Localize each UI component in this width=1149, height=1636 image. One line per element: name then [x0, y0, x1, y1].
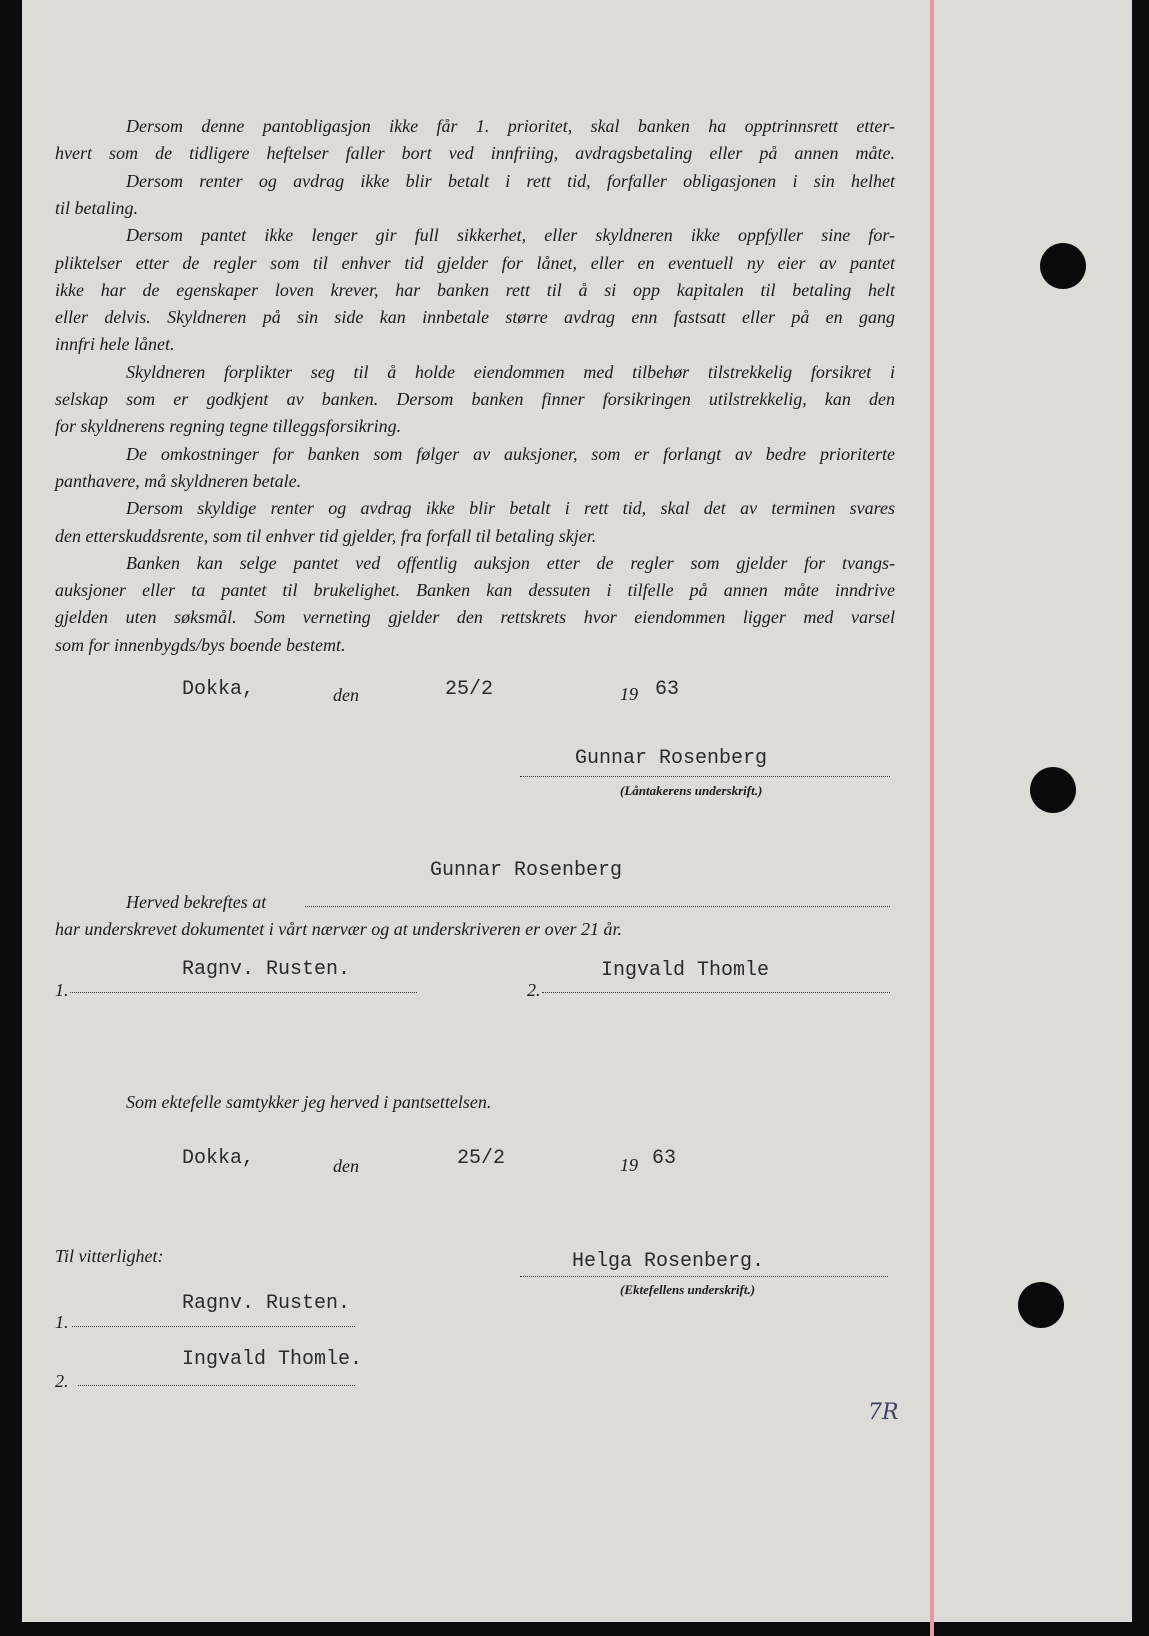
body-line: eller delvis. Skyldneren på sin side kan innbetale større avdrag enn fastsatt eller på en gang [55, 307, 895, 328]
body-line: Dersom denne pantobligasjon ikke får 1. prioritet, skal banken ha opptrinnsrett etter- [126, 116, 895, 136]
spouse-den-label: den [333, 1156, 359, 1176]
spouse-witness-1-line [72, 1326, 355, 1327]
spouse-signature: Helga Rosenberg. [572, 1250, 765, 1273]
spouse-witness-2-line [78, 1385, 355, 1386]
body-line: ikke har de egenskaper loven krever, har banken rett til å si opp kapitalen til betaling helt [55, 279, 895, 300]
body-line: Skyldneren forplikter seg til å holde eiendommen med tilbehør tilstrekkelig forsikret i [126, 361, 895, 382]
body-line: pliktelser etter de regler som til enhver tid gjelder for lånet, eller en eventuell ny eier av pantet [55, 252, 895, 273]
body-line: den etterskuddsrente, som til enhver tid gjelder, fra forfall til betaling skjer. [55, 525, 597, 546]
spouse-signature-line [520, 1276, 888, 1277]
witness-2: Ingvald Thomle [601, 959, 770, 982]
body-line: som for innenbygds/bys boende bestemt. [55, 634, 346, 655]
den-label: den [333, 685, 359, 705]
punch-hole [1040, 243, 1086, 289]
spouse-witness-1-number: 1. [55, 1312, 69, 1332]
margin-line [930, 0, 934, 1636]
body-line: selskap som er godkjent av banken. Dersom banken finner forsikringen utilstrekkelig, kan den [55, 389, 895, 409]
spouse-witness-1: Ragnv. Rusten. [182, 1292, 351, 1315]
witness-2-line [542, 992, 890, 993]
body-line: De omkostninger for banken som følger av auksjoner, som er forlangt av bedre prioriterte [126, 443, 895, 464]
punch-hole [1018, 1282, 1064, 1328]
body-line: hvert som de tidligere heftelser faller bort ved innfriing, avdragsbetaling eller på annen måte. [55, 143, 895, 164]
signature-line [520, 776, 890, 777]
witness-1: Ragnv. Rusten. [182, 958, 351, 981]
attestation-line [305, 906, 890, 907]
spouse-place: Dokka, [182, 1147, 255, 1170]
handwritten-note: 7R [868, 1400, 899, 1425]
witness-1-line [70, 992, 417, 993]
body-line: for skyldnerens regning tegne tilleggsforsikring. [55, 416, 402, 437]
attestation-lead: Herved bekreftes at [126, 892, 267, 912]
spouse-witness-2: Ingvald Thomle. [182, 1348, 363, 1371]
body-line: gjelden uten søksmål. Som verneting gjelder den rettskrets hvor eiendommen ligger med varsel [55, 607, 895, 628]
body-line: Dersom renter og avdrag ikke blir betalt i rett tid, forfaller obligasjonen i sin helhet [126, 170, 895, 191]
spouse-witness-2-number: 2. [55, 1371, 69, 1391]
body-line: Dersom skyldige renter og avdrag ikke blir betalt i rett tid, skal det av terminen svares [126, 498, 895, 519]
spouse-century-label: 19 [620, 1155, 638, 1175]
place: Dokka, [182, 678, 255, 701]
borrower-signature: Gunnar Rosenberg [575, 747, 768, 770]
body-line: innfri hele lånet. [55, 334, 175, 355]
witness-label: Til vitterlighet: [55, 1246, 164, 1266]
spouse-year: 63 [652, 1147, 677, 1170]
body-line: panthavere, må skyldneren betale. [55, 470, 302, 491]
body-line: til betaling. [55, 197, 138, 218]
witness-1-number: 1. [55, 980, 69, 1000]
century-label: 19 [620, 684, 638, 704]
spouse-signature-caption: (Ektefellens underskrift.) [620, 1282, 756, 1297]
witness-2-number: 2. [527, 980, 541, 1000]
body-line: Dersom pantet ikke lenger gir full sikkerhet, eller skyldneren ikke oppfyller sine for- [126, 225, 895, 246]
punch-hole [1030, 767, 1076, 813]
body-line: auksjoner eller ta pantet til brukelighet. Banken kan dessuten i tilfelle på annen måte inndrive [55, 580, 895, 601]
spouse-date: 25/2 [457, 1147, 506, 1170]
date: 25/2 [445, 678, 494, 701]
body-line: Banken kan selge pantet ved offentlig auksjon etter de regler som gjelder for tvangs- [126, 552, 895, 573]
signature-caption: (Låntakerens underskrift.) [620, 783, 763, 798]
year: 63 [655, 678, 680, 701]
attested-name: Gunnar Rosenberg [430, 859, 623, 882]
spouse-consent: Som ektefelle samtykker jeg herved i pantsettelsen. [126, 1092, 492, 1112]
attestation-statement: har underskrevet dokumentet i vårt nærvær og at underskriveren er over 21 år. [55, 919, 623, 939]
